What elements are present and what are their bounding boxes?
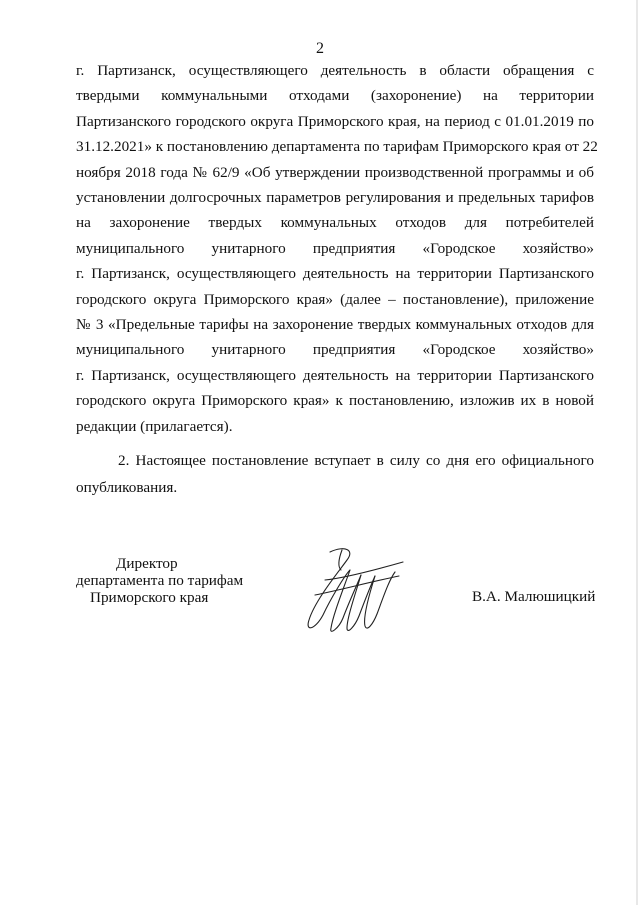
page-edge [636, 0, 638, 905]
signer-title-line-3: Приморского края [90, 589, 209, 606]
body-line: Партизанского городского округа Приморского края, на период с 01.01.2019 по [76, 112, 594, 130]
body-line: 31.12.2021» к постановлению департамента по тарифам Приморского края от 22 [76, 138, 598, 156]
body-line: ноября 2018 года № 62/9 «Об утверждении производственной программы и об [76, 163, 594, 181]
body-line: г. Партизанск, осуществляющего деятельность на территории Партизанского [76, 265, 594, 283]
body-line: редакции (прилагается). [76, 417, 233, 435]
body-line: муниципального унитарного предприятия «Городское хозяйство» [76, 239, 594, 257]
signer-name: В.А. Малюшицкий [472, 588, 596, 605]
body-line: № 3 «Предельные тарифы на захоронение твердых коммунальных отходов для [76, 316, 594, 333]
handwritten-signature-icon [295, 540, 405, 640]
body-line: городского округа Приморского края» к постановлению, изложив их в новой [76, 392, 594, 410]
page-number: 2 [316, 40, 324, 57]
body-line: установлении долгосрочных параметров регулирования и предельных тарифов [76, 189, 594, 206]
body-line: г. Партизанск, осуществляющего деятельность на территории Партизанского [76, 366, 594, 384]
body-line: на захоронение твердых коммунальных отходов для потребителей [76, 214, 594, 232]
body-line: муниципального унитарного предприятия «Городское хозяйство» [76, 341, 594, 359]
signer-title-line-1: Директор [116, 555, 178, 572]
signer-title-line-2: департамента по тарифам [76, 572, 244, 589]
body-line: твердыми коммунальными отходами (захоронение) на территории [76, 87, 594, 105]
paragraph-2-line-2: опубликования. [76, 479, 178, 496]
body-line: городского округа Приморского края» (далее – постановление), приложение [76, 290, 594, 308]
paragraph-2-line-1: 2. Настоящее постановление вступает в силу со дня его официального [118, 452, 594, 469]
body-line: г. Партизанск, осуществляющего деятельность в области обращения с [76, 62, 594, 79]
